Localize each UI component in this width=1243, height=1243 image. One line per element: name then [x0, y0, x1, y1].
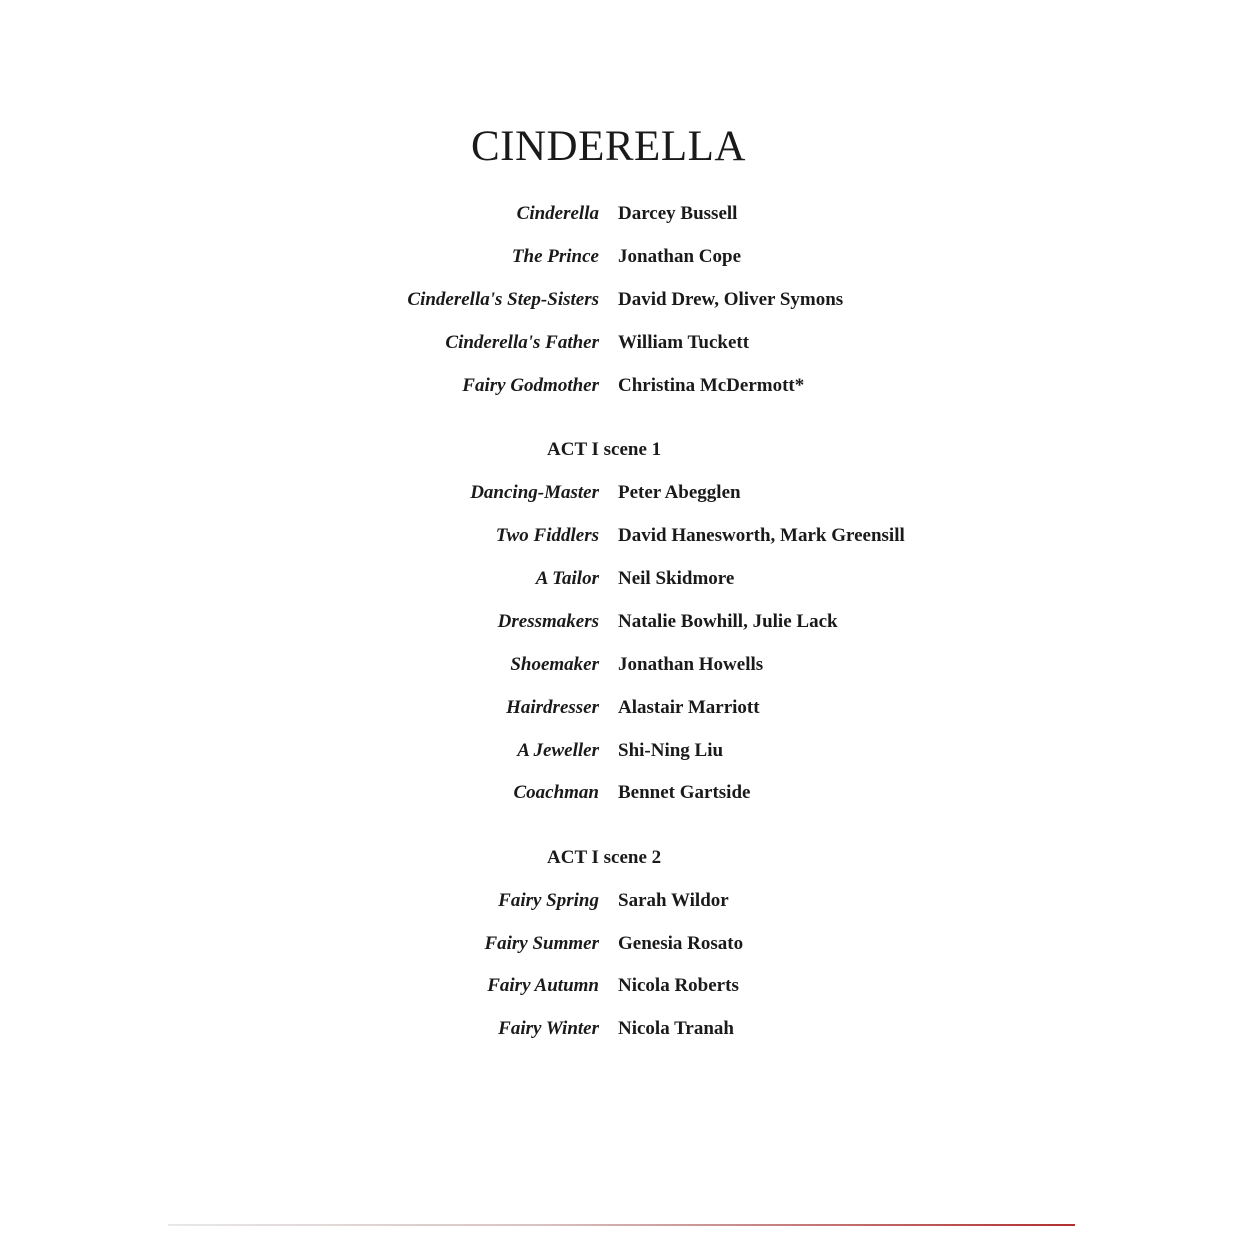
cast-row	[0, 328, 1243, 358]
role-label: Fairy Godmother	[462, 375, 599, 396]
performer-name: Genesia Rosato	[618, 933, 744, 954]
cast-row	[0, 736, 1243, 766]
performer-name: David Drew, Oliver Symons	[618, 289, 844, 310]
role-label: Two Fiddlers	[495, 525, 599, 546]
performer-name: Jonathan Howells	[618, 654, 764, 675]
role-label: Cinderella's Step-Sisters	[407, 289, 599, 310]
role-label: Fairy Winter	[498, 1018, 599, 1039]
cast-row	[0, 607, 1243, 637]
performer-name: Jonathan Cope	[618, 246, 741, 267]
cast-row	[0, 564, 1243, 594]
cast-row	[0, 521, 1243, 551]
role-label: A Tailor	[535, 568, 599, 589]
role-label: Cinderella	[516, 203, 599, 224]
cast-row	[0, 199, 1243, 229]
role-label: Shoemaker	[510, 654, 599, 675]
role-label: Dancing-Master	[470, 482, 599, 503]
act-heading: ACT I scene 2	[547, 847, 662, 868]
role-label: Fairy Autumn	[487, 975, 599, 996]
cast-row	[0, 242, 1243, 272]
cast-row	[0, 693, 1243, 723]
cast-row	[0, 285, 1243, 315]
performer-name: Shi-Ning Liu	[618, 740, 724, 761]
performer-name: David Hanesworth, Mark Greensill	[618, 525, 905, 546]
cast-row	[0, 650, 1243, 680]
role-label: A Jeweller	[517, 740, 599, 761]
page-edge-rule	[168, 1224, 1075, 1226]
act-heading: ACT I scene 1	[547, 439, 662, 460]
performer-name: Natalie Bowhill, Julie Lack	[618, 611, 838, 632]
cast-row	[0, 971, 1243, 1001]
cast-row	[0, 478, 1243, 508]
cast-row	[0, 778, 1243, 808]
role-label: Cinderella's Father	[445, 332, 599, 353]
performer-name: Bennet Gartside	[618, 782, 751, 803]
performer-name: Darcey Bussell	[618, 203, 738, 224]
performer-name: Christina McDermott*	[618, 375, 805, 396]
role-label: Hairdresser	[506, 697, 599, 718]
performer-name: Alastair Marriott	[618, 697, 760, 718]
cast-row	[0, 929, 1243, 959]
role-label: Fairy Summer	[484, 933, 599, 954]
performer-name: Nicola Tranah	[618, 1018, 734, 1039]
cast-row	[0, 886, 1243, 916]
role-label: The Prince	[511, 246, 599, 267]
role-label: Fairy Spring	[498, 890, 599, 911]
performer-name: Nicola Roberts	[618, 975, 739, 996]
cast-row	[0, 1014, 1243, 1044]
cast-row	[0, 371, 1243, 401]
performer-name: Neil Skidmore	[618, 568, 735, 589]
performer-name: Peter Abegglen	[618, 482, 741, 503]
page-title: CINDERELLA	[471, 123, 746, 170]
performer-name: Sarah Wildor	[618, 890, 729, 911]
role-label: Coachman	[513, 782, 599, 803]
role-label: Dressmakers	[497, 611, 599, 632]
performer-name: William Tuckett	[618, 332, 750, 353]
